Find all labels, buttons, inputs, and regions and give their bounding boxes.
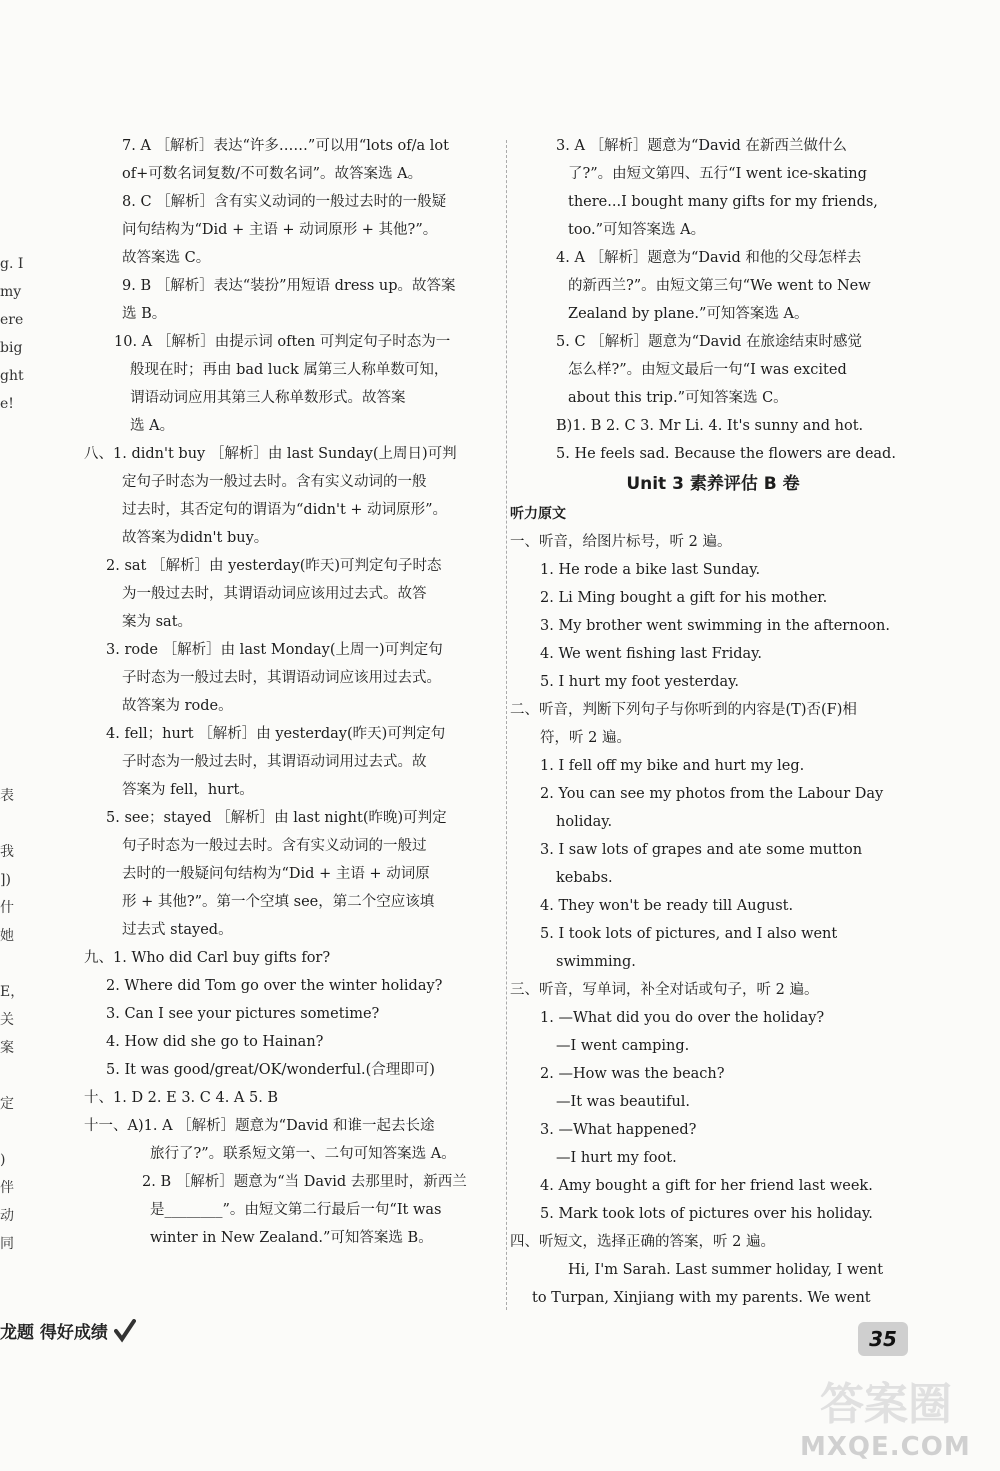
left-column-line: 选 A。 (130, 418, 175, 434)
right-column-line: 5. I took lots of pictures, and I also went (540, 926, 838, 942)
right-column-line: 3. My brother went swimming in the afternoon. (540, 618, 890, 634)
right-column-line: Zealand by plane.”可知答案选 A。 (568, 306, 809, 322)
edge-fragment: my (0, 284, 22, 300)
right-column-line: 符，听 2 遍。 (540, 730, 631, 746)
right-column-line: 3. A ［解析］题意为“David 在新西兰做什么 (556, 138, 847, 154)
edge-fragment (0, 530, 26, 558)
right-column-line: holiday. (556, 814, 613, 830)
right-column-line: 2. —How was the beach? (540, 1066, 725, 1082)
left-column-line: 是________”。由短文第二行最后一句“It was (150, 1202, 442, 1218)
left-column-line: 句子时态为一般过去时。含有实义动词的一般过 (122, 838, 427, 854)
left-column-line: 子时态为一般过去时，其谓语动词用过去式。故 (122, 754, 427, 770)
right-column-line: 4. They won't be ready till August. (540, 898, 794, 914)
left-column-line: 九、1. Who did Carl buy gifts for? (84, 950, 331, 966)
edge-fragment: 表 (0, 788, 14, 804)
left-column-line: 2. Where did Tom go over the winter holiday? (106, 978, 443, 994)
left-column-line: 问句结构为“Did + 主语 + 动词原形 + 其他?”。 (122, 222, 438, 238)
left-column-line: 9. B ［解析］表达“装扮”用短语 dress up。故答案 (122, 278, 456, 294)
left-column-line: 3. rode ［解析］由 last Monday(上周一)可判定句 (106, 642, 443, 658)
edge-fragment (0, 950, 26, 978)
left-column-line: 十、1. D 2. E 3. C 4. A 5. B (84, 1090, 279, 1106)
edge-fragment (0, 614, 26, 642)
right-column-line: —I hurt my foot. (556, 1150, 677, 1166)
left-column-line: 10. A ［解析］由提示词 often 可判定句子时态为一 (114, 334, 451, 350)
right-column-line: 3. —What happened? (540, 1122, 697, 1138)
left-column-line: 5. It was good/great/OK/wonderful.(合理即可) (106, 1062, 435, 1078)
right-column-line: 5. Mark took lots of pictures over his holiday. (540, 1206, 873, 1222)
left-column-line: 过去式 stayed。 (122, 922, 233, 938)
left-edge-cropped-text (0, 250, 26, 1258)
right-column-line: 四、听短文，选择正确的答案，听 2 遍。 (510, 1234, 775, 1250)
right-column-line: 2. Li Ming bought a gift for his mother. (540, 590, 828, 606)
right-column-line: 5. I hurt my foot yesterday. (540, 674, 739, 690)
left-column-line: 过去时，其否定句的谓语为“didn't + 动词原形”。 (122, 502, 448, 518)
right-column-line: 5. He feels sad. Because the flowers are dead. (556, 446, 896, 462)
edge-fragment: big (0, 340, 23, 356)
edge-fragment: 同 (0, 1236, 14, 1252)
edge-fragment: ght (0, 368, 24, 384)
left-column-line: 2. sat ［解析］由 yesterday(昨天)可判定句子时态 (106, 558, 442, 574)
left-column-line: 5. see；stayed ［解析］由 last night(昨晚)可判定 (106, 810, 447, 826)
right-column (510, 132, 916, 1312)
footer-slogan (0, 1318, 136, 1343)
edge-fragment: E， (0, 984, 25, 1000)
left-column-line: 选 B。 (122, 306, 167, 322)
edge-fragment (0, 446, 26, 474)
left-column-line: 为一般过去时，其谓语动词应该用过去式。故答 (122, 586, 427, 602)
edge-fragment (0, 754, 26, 782)
edge-fragment: 定 (0, 1096, 14, 1112)
right-column-line: —I went camping. (556, 1038, 690, 1054)
right-column-line: 怎么样?”。由短文最后一句“I was excited (568, 362, 847, 378)
left-column-line: 答案为 fell，hurt。 (122, 782, 254, 798)
right-column-line: too.”可知答案选 A。 (568, 222, 706, 238)
right-column-line: 三、听音，写单词，补全对话或句子，听 2 遍。 (510, 982, 819, 998)
right-column-line: about this trip.”可知答案选 C。 (568, 390, 788, 406)
right-column-line: 听力原文 (510, 506, 566, 522)
right-column-line: 2. You can see my photos from the Labour Day (540, 786, 884, 802)
left-column-line: 4. How did she go to Hainan? (106, 1034, 324, 1050)
left-column-line: 4. fell；hurt ［解析］由 yesterday(昨天)可判定句 (106, 726, 446, 742)
right-column-line: 一、听音，给图片标号，听 2 遍。 (510, 534, 732, 550)
edge-fragment (0, 502, 26, 530)
edge-fragment (0, 726, 26, 754)
left-column-line: 故答案为didn't buy。 (122, 530, 269, 546)
edge-fragment: e! (0, 396, 14, 412)
left-column-line: 谓语动词应用其第三人称单数形式。故答案 (130, 390, 406, 406)
page-number: 35 (858, 1322, 908, 1356)
left-column-line: of+可数名词复数/不可数名词”。故答案选 A。 (122, 166, 423, 182)
right-column-line: —It was beautiful. (556, 1094, 691, 1110)
right-column-line: to Turpan, Xinjiang with my parents. We went (532, 1290, 871, 1306)
left-column (84, 132, 502, 1252)
right-column-line: swimming. (556, 954, 636, 970)
edge-fragment: g. I (0, 256, 24, 272)
left-column-line: 3. Can I see your pictures sometime? (106, 1006, 380, 1022)
right-column-line: Unit 3 素养评估 B 卷 (626, 474, 800, 494)
edge-fragment: 什 (0, 900, 14, 916)
watermark-logo: 答案圈 (820, 1379, 952, 1430)
right-column-line: 二、听音，判断下列句子与你听到的内容是(T)否(F)相 (510, 702, 857, 718)
edge-fragment (0, 1062, 26, 1090)
right-column-line: 1. —What did you do over the holiday? (540, 1010, 825, 1026)
left-column-line: 7. A ［解析］表达“许多……”可以用“lots of/a lot (122, 138, 449, 154)
right-column-line: 1. I fell off my bike and hurt my leg. (540, 758, 805, 774)
right-column-line: 4. We went fishing last Friday. (540, 646, 763, 662)
edge-fragment: 伴 (0, 1180, 14, 1196)
edge-fragment (0, 558, 26, 586)
edge-fragment: ) (0, 1152, 6, 1168)
edge-fragment (0, 642, 26, 670)
edge-fragment: 关 (0, 1012, 14, 1028)
left-column-line: winter in New Zealand.”可知答案选 B。 (150, 1230, 433, 1246)
edge-fragment (0, 670, 26, 698)
edge-fragment: 案 (0, 1040, 14, 1056)
left-column-line: 故答案选 C。 (122, 250, 211, 266)
left-column-line: 十一、A)1. A ［解析］题意为“David 和谁一起去长途 (84, 1118, 435, 1134)
right-column-line: kebabs. (556, 870, 613, 886)
right-column-line: 的新西兰?”。由短文第三句“We went to New (568, 278, 871, 294)
edge-fragment: 我 (0, 844, 14, 860)
column-divider (506, 140, 507, 1310)
right-column-line: 了?”。由短文第四、五行“I went ice-skating (568, 166, 867, 182)
watermark-url: MXQE.COM (800, 1432, 971, 1462)
edge-fragment (0, 698, 26, 726)
left-column-line: 形 + 其他?”。第一个空填 see，第二个空应该填 (122, 894, 435, 910)
left-column-line: 去时的一般疑问句结构为“Did + 主语 + 动词原 (122, 866, 430, 882)
edge-fragment: ]) (0, 872, 11, 888)
edge-fragment (0, 418, 26, 446)
right-column-line: 5. C ［解析］题意为“David 在旅途结束时感觉 (556, 334, 863, 350)
left-column-line: 故答案为 rode。 (122, 698, 233, 714)
edge-fragment (0, 1118, 26, 1146)
left-column-line: 旅行了?”。联系短文第一、二句可知答案选 A。 (150, 1146, 456, 1162)
left-column-line: 案为 sat。 (122, 614, 193, 630)
right-column-line: B)1. B 2. C 3. Mr Li. 4. It's sunny and hot. (556, 418, 864, 434)
checkmark-icon (114, 1319, 136, 1343)
left-column-line: 般现在时；再由 bad luck 属第三人称单数可知， (130, 362, 449, 378)
edge-fragment (0, 810, 26, 838)
right-column-line: 3. I saw lots of grapes and ate some mutton (540, 842, 863, 858)
right-column-line: 1. He rode a bike last Sunday. (540, 562, 761, 578)
footer-slogan-text: 龙题 得好成绩 (0, 1323, 108, 1343)
left-column-line: 8. C ［解析］含有实义动词的一般过去时的一般疑 (122, 194, 447, 210)
edge-fragment: ere (0, 312, 24, 328)
right-column-line: there...I bought many gifts for my friends, (568, 194, 878, 210)
edge-fragment: 她 (0, 928, 14, 944)
left-column-line: 子时态为一般过去时，其谓语动词应该用过去式。 (122, 670, 441, 686)
right-column-line: 4. A ［解析］题意为“David 和他的父母怎样去 (556, 250, 862, 266)
edge-fragment: 动 (0, 1208, 14, 1224)
right-column-line: 4. Amy bought a gift for her friend last week. (540, 1178, 873, 1194)
edge-fragment (0, 586, 26, 614)
left-column-line: 定句子时态为一般过去时。含有实义动词的一般 (122, 474, 427, 490)
left-column-line: 八、1. didn't buy ［解析］由 last Sunday(上周日)可判 (84, 446, 457, 462)
right-column-line: Hi, I'm Sarah. Last summer holiday, I went (568, 1262, 884, 1278)
edge-fragment (0, 474, 26, 502)
left-column-line: 2. B ［解析］题意为“当 David 去那里时，新西兰 (142, 1174, 467, 1190)
